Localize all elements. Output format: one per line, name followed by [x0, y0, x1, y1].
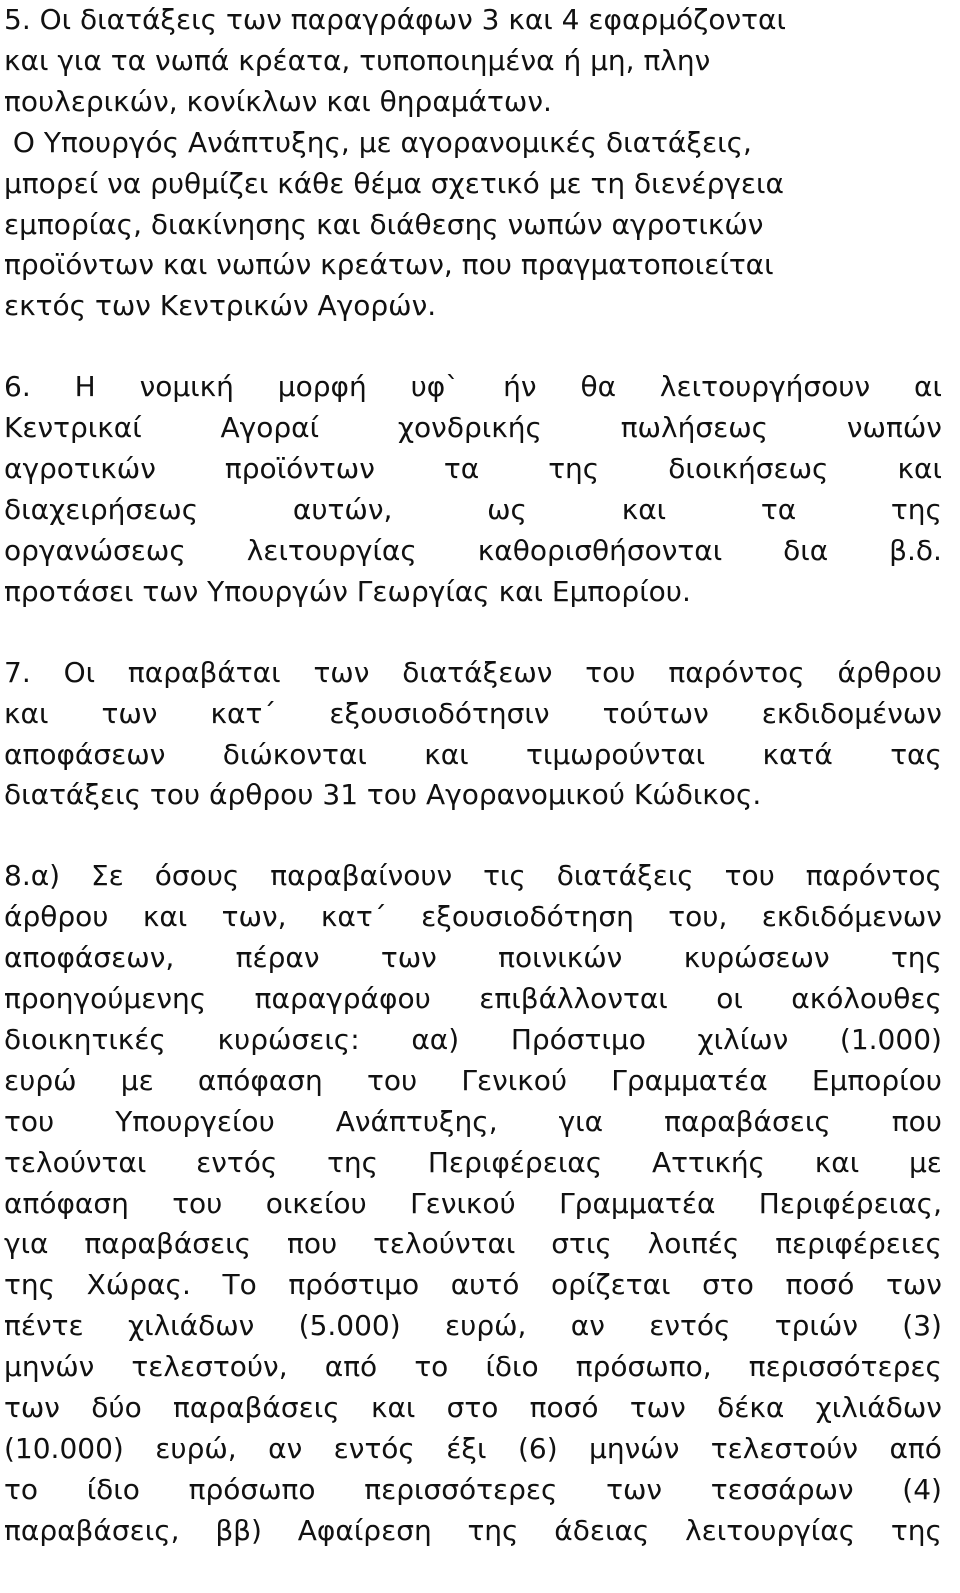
text-line: [4, 1511, 942, 1552]
word: κατά: [762, 737, 833, 771]
word: του: [172, 1186, 223, 1220]
word: οι: [716, 982, 743, 1016]
word: (6): [517, 1432, 558, 1465]
word: Αγοραί: [220, 411, 320, 445]
text-line: [4, 1470, 942, 1511]
word: πρόσωπο: [188, 1472, 316, 1506]
word: τιμωρούνται: [526, 737, 706, 771]
word: στο: [702, 1268, 754, 1302]
word: των: [313, 655, 370, 689]
word: τις: [483, 859, 526, 893]
word: εντός: [333, 1432, 415, 1465]
text-line: [4, 938, 942, 979]
word: εντός: [649, 1309, 731, 1343]
word: αν: [570, 1309, 605, 1343]
word: διοικητικές: [4, 1022, 166, 1056]
word: πέντε: [4, 1309, 84, 1343]
word: της: [4, 1268, 56, 1302]
text-line: εκτός των Κεντρικών Αγορών.: [4, 289, 437, 323]
word: Αττικής: [651, 1145, 765, 1179]
word: αν: [268, 1432, 303, 1465]
word: ίδιο: [86, 1472, 140, 1506]
word: της: [467, 1513, 519, 1547]
word: απόφαση: [4, 1186, 129, 1220]
word: τεσσάρων: [710, 1472, 854, 1506]
word: ευρώ,: [445, 1309, 527, 1343]
word: κυρώσεων: [683, 941, 830, 975]
word: εκδιδομένων: [761, 696, 942, 730]
text-line: [4, 490, 942, 531]
word: άδειας: [554, 1513, 650, 1547]
word: αι: [914, 370, 942, 404]
text-line: [4, 1429, 942, 1470]
word: (3): [902, 1309, 942, 1343]
word: προηγούμενης: [4, 982, 207, 1016]
word: ορίζεται: [550, 1268, 671, 1302]
word: του: [724, 859, 775, 893]
word: παραγράφου: [254, 982, 431, 1016]
word: πρόσωπο,: [575, 1350, 712, 1384]
word: μηνών: [589, 1432, 680, 1465]
word: και: [897, 452, 942, 486]
word: της: [890, 1513, 942, 1547]
word: Η: [74, 370, 96, 404]
text-line: [4, 694, 942, 735]
word: Το: [222, 1268, 257, 1302]
text-line: [4, 449, 942, 490]
word: παραβάσεις,: [4, 1513, 180, 1547]
text-line: [4, 408, 942, 449]
text-line: [4, 1061, 942, 1102]
word: δύο: [91, 1391, 142, 1425]
word: παρόντος: [668, 655, 805, 689]
paragraph-6: [4, 367, 942, 612]
word: επιβάλλονται: [479, 982, 668, 1016]
word: με: [120, 1063, 154, 1097]
word: τελεστούν,: [131, 1350, 288, 1384]
text-line: μπορεί να ρυθμίζει κάθε θέμα σχετικό με τη διενέργεια: [4, 166, 784, 200]
word: μορφή: [277, 370, 367, 404]
word: Αφαίρεση: [297, 1513, 432, 1547]
word: τελούνται: [4, 1145, 147, 1179]
text-line: [4, 1102, 942, 1143]
word: και: [621, 492, 667, 526]
word: (1.000): [839, 1022, 942, 1056]
word: από: [324, 1350, 378, 1384]
word: τούτων: [602, 696, 709, 730]
word: ευρώ,: [155, 1432, 237, 1465]
word: νομική: [139, 370, 234, 404]
word: πρόστιμο: [288, 1268, 420, 1302]
word: (5.000): [298, 1309, 401, 1343]
word: στις: [551, 1227, 612, 1261]
word: νωπών: [846, 411, 942, 445]
word: της: [548, 452, 600, 486]
word: για: [558, 1104, 604, 1138]
word: ποσό: [785, 1268, 855, 1302]
word: τριών: [774, 1309, 858, 1343]
text-line: [4, 1388, 942, 1429]
word: Οι: [63, 655, 96, 689]
word: λοιπές: [647, 1227, 740, 1261]
word: χιλίων: [697, 1022, 789, 1056]
text-line: και για τα νωπά κρέατα, τυποποιημένα ή μη, πλην: [4, 43, 711, 77]
word: Χώρας.: [86, 1268, 191, 1302]
word: Γραμματέα: [611, 1063, 768, 1097]
word: των: [629, 1391, 686, 1425]
word: των: [885, 1268, 942, 1302]
word: των: [4, 1391, 60, 1425]
word: Πρόστιμο: [510, 1022, 646, 1056]
word: διαχειρήσεως: [4, 492, 199, 526]
text-line: 5. Οι διατάξεις των παραγράφων 3 και 4 εφαρμόζονται: [4, 3, 786, 36]
text-line: [4, 897, 942, 938]
word: διοικήσεως: [668, 452, 829, 486]
text-line: [4, 1306, 942, 1347]
word: 7.: [4, 655, 31, 689]
text-line: [4, 1347, 942, 1388]
word: ββ): [215, 1513, 262, 1547]
word: κυρώσεις:: [217, 1022, 360, 1056]
word: παραβάσεις: [664, 1104, 831, 1138]
paragraph-5: [4, 0, 942, 327]
word: Γενικού: [410, 1186, 516, 1220]
word: διώκονται: [222, 737, 367, 771]
paragraph-7: [4, 653, 942, 817]
word: Γενικού: [461, 1063, 568, 1097]
word: από: [889, 1432, 942, 1465]
word: αποφάσεων,: [4, 941, 175, 975]
word: εκδιδόμενων: [761, 900, 942, 934]
word: β.δ.: [889, 533, 942, 567]
word: και: [4, 696, 49, 730]
word: προϊόντων: [224, 452, 375, 486]
text-line: [4, 653, 942, 694]
word: Υπουργείου: [115, 1104, 275, 1138]
word: καθορισθήσονται: [477, 533, 723, 567]
word: των: [606, 1472, 663, 1506]
word: άρθρου: [837, 655, 942, 689]
word: υφ`: [410, 370, 460, 404]
word: μηνών: [4, 1350, 95, 1384]
word: τελούνται: [373, 1227, 516, 1261]
word: δια: [783, 533, 829, 567]
word: ακόλουθες: [791, 982, 942, 1016]
text-line: Ο Υπουργός Ανάπτυξης, με αγορανομικές διατάξεις,: [4, 125, 752, 159]
word: τα: [760, 492, 797, 526]
paragraph-gap: [4, 816, 942, 856]
paragraph-gap: [4, 613, 942, 653]
text-line: [4, 735, 942, 776]
word: 8.α): [4, 859, 61, 893]
text-line: [4, 531, 942, 572]
word: θα: [580, 370, 617, 404]
word: χονδρικής: [397, 411, 542, 445]
word: Περιφέρειας: [427, 1145, 603, 1179]
word: παραβαίνουν: [270, 859, 453, 893]
word: και: [142, 900, 188, 934]
word: διατάξεις: [556, 859, 694, 893]
word: λειτουργίας: [685, 1513, 856, 1547]
word: λειτουργήσουν: [659, 370, 871, 404]
word: αα): [411, 1022, 460, 1056]
word: χιλιάδων: [127, 1309, 255, 1343]
word: ευρώ: [4, 1063, 77, 1097]
word: διατάξεων: [402, 655, 553, 689]
word: για: [4, 1227, 49, 1261]
word: εξουσιοδότηση: [421, 900, 634, 934]
word: του: [367, 1063, 418, 1097]
word: αυτό: [450, 1268, 520, 1302]
word: τα: [443, 452, 480, 486]
word: παρόντος: [805, 859, 942, 893]
word: Περιφέρειας,: [758, 1186, 942, 1220]
word: των,: [221, 900, 287, 934]
paragraph-8: [4, 856, 942, 1551]
word: του: [585, 655, 636, 689]
word: περισσότερες: [364, 1472, 558, 1506]
word: που: [891, 1104, 942, 1138]
word: ήν: [503, 370, 537, 404]
word: τελεστούν: [710, 1432, 859, 1465]
text-line: διατάξεις του άρθρου 31 του Αγορανομικού Κώδικος.: [4, 778, 762, 812]
word: ίδιο: [485, 1350, 539, 1384]
word: παραβάται: [127, 655, 281, 689]
word: απόφαση: [197, 1063, 323, 1097]
word: Γραμματέα: [559, 1186, 716, 1220]
word: Σε: [90, 859, 124, 893]
word: εξουσιοδότησιν: [329, 696, 550, 730]
word: Κεντρικαί: [4, 411, 142, 445]
word: το: [414, 1350, 449, 1384]
word: Εμπορίου: [811, 1063, 942, 1097]
word: χιλιάδων: [815, 1391, 942, 1425]
text-line: [4, 856, 942, 897]
word: ως: [487, 492, 527, 526]
word: τας: [890, 737, 942, 771]
word: πωλήσεως: [620, 411, 769, 445]
word: περιφέρειες: [775, 1227, 942, 1261]
text-line: [4, 1020, 942, 1061]
word: και: [814, 1145, 860, 1179]
word: αγροτικών: [4, 452, 156, 486]
word: της: [890, 941, 942, 975]
text-line: [4, 367, 942, 408]
word: περισσότερες: [748, 1350, 942, 1384]
word: ποινικών: [498, 941, 623, 975]
text-line: [4, 1265, 942, 1306]
word: δέκα: [717, 1391, 785, 1425]
word: και: [370, 1391, 416, 1425]
word: ποσό: [529, 1391, 599, 1425]
word: της: [890, 492, 942, 526]
text-line: [4, 1143, 942, 1184]
word: εντός: [196, 1145, 278, 1179]
text-line: πουλερικών, κονίκλων και θηραμάτων.: [4, 84, 552, 118]
word: οργανώσεως: [4, 533, 186, 567]
text-line: προϊόντων και νωπών κρεάτων, που πραγματοποιείται: [4, 248, 774, 282]
word: άρθρου: [4, 900, 109, 934]
word: έξι: [446, 1432, 487, 1465]
word: το: [4, 1472, 38, 1506]
word: αυτών,: [292, 492, 393, 526]
word: (10.000): [4, 1432, 124, 1465]
word: παραβάσεις: [172, 1391, 340, 1425]
text-line: [4, 1184, 942, 1225]
word: κατ΄: [320, 900, 387, 934]
word: κατ΄: [210, 696, 277, 730]
word: της: [327, 1145, 379, 1179]
word: των: [380, 941, 437, 975]
word: Ανάπτυξης,: [335, 1104, 498, 1138]
word: αποφάσεων: [4, 737, 166, 771]
word: (4): [902, 1472, 942, 1506]
word: πέραν: [235, 941, 320, 975]
text-line: [4, 1224, 942, 1265]
word: με: [908, 1145, 942, 1179]
word: παραβάσεις: [84, 1227, 252, 1261]
word: του,: [668, 900, 728, 934]
word: 6.: [4, 370, 31, 404]
word: όσους: [154, 859, 240, 893]
word: των: [101, 696, 158, 730]
word: που: [286, 1227, 338, 1261]
text-line: εμπορίας, διακίνησης και διάθεσης νωπών αγροτικών: [4, 207, 764, 241]
word: στο: [446, 1391, 499, 1425]
text-line: προτάσει των Υπουργών Γεωργίας και Εμπορίου.: [4, 574, 691, 608]
text-line: [4, 979, 942, 1020]
word: του: [4, 1104, 55, 1138]
word: οικείου: [265, 1186, 367, 1220]
word: λειτουργίας: [246, 533, 417, 567]
paragraph-gap: [4, 327, 942, 367]
word: και: [424, 737, 469, 771]
